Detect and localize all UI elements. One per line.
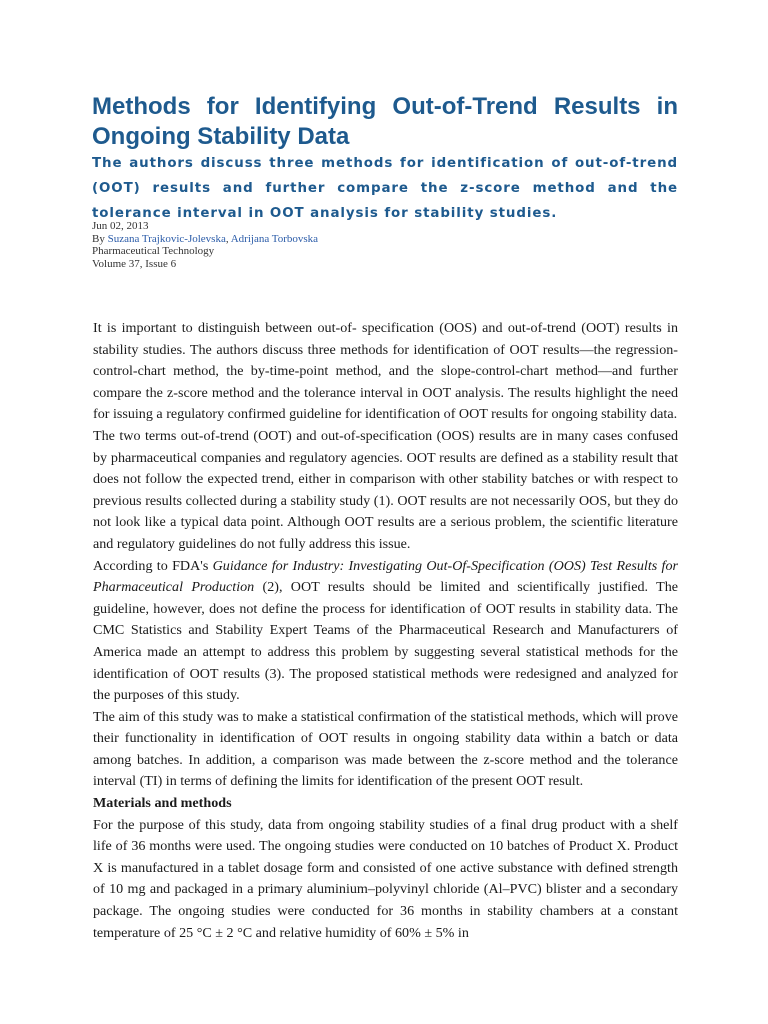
body-paragraph-lead: The two terms out-of-trend (OOT) and out-of-specification (OOS) results are in many cases confused by pharmaceutical companies and regulatory agencies. OOT results are defined as a stability result that does not follow the expected trend, either in comparison with other stability batches or with respect to previous results collected during a stability study (1). OOT results are not necessarily OOS, but they do not look like a typical data point. Although OOT results are a serious problem, the scientific literature and regulatory guidelines do not fully address this issue.: [93, 427, 678, 552]
body-paragraph: [93, 426, 678, 556]
author-separator: ,: [225, 232, 231, 245]
article-meta: [92, 220, 492, 270]
volume-issue: Volume 37, Issue 6: [92, 257, 177, 270]
paragraph-text: According to FDA's: [93, 557, 213, 574]
byline: [92, 233, 492, 246]
article-deck: The authors discuss three methods for identification of out-of-trend (OOT) results and further compare the z-score method and the tolerance interval in OOT analysis for stability studies.: [92, 156, 678, 221]
body-paragraph: It is important to distinguish between out-of- specification (OOS) and out-of-trend (OOT) results in stability studies. The authors discuss three methods for identification of OOT results—the regression-control-chart method, the by-time-point method, and the slope-control-chart method—and further compare the z-score method and the tolerance interval in OOT analysis. The results highlight the need for issuing a regulatory confirmed guideline for identification of OOT results for ongoing stability data.: [93, 320, 678, 423]
byline-prefix: By: [92, 232, 108, 245]
paragraph-text: (2), OOT results should be limited and scientifically justified. The guideline, however, does not define the process for identification of OOT results in stability data. The CMC Statistics and Stability Expert Teams of the Pharmaceutical Research and Manufacturers of America made an attempt to address this problem by suggesting several statistical methods for the identification of OOT results (3). The proposed statistical methods were redesigned and analyzed for the purposes of this study.: [93, 579, 678, 704]
author-link[interactable]: Suzana Trajkovic-Jolevska: [107, 232, 226, 245]
article-body: [93, 318, 678, 944]
body-paragraph: The aim of this study was to make a statistical confirmation of the statistical methods, which will prove their functionality in identification of OOT results in ongoing stability data within a batch or data among batches. In addition, a comparison was made between the z-score method and the tolerance interval (TI) in terms of defining the limits for identification of the present OOT result.: [93, 708, 678, 790]
section-heading: Materials and methods: [93, 795, 232, 812]
body-paragraph: [93, 556, 678, 707]
article-title: Methods for Identifying Out-of-Trend Results in Ongoing Stability Data: [92, 93, 678, 150]
author-link[interactable]: Adrijana Torbovska: [230, 232, 319, 245]
publish-date: Jun 02, 2013: [92, 220, 149, 232]
publication-name: Pharmaceutical Technology: [92, 245, 215, 257]
body-paragraph: For the purpose of this study, data from ongoing stability studies of a final drug product with a shelf life of 36 months were used. The ongoing studies were conducted on 10 batches of Product X. Product X is manufactured in a tablet dosage form and consisted of one active substance with defined strength of 10 mg and packaged in a primary aluminium–polyvinyl chloride (Al–PVC) blister and a secondary package. The ongoing studies were conducted for 36 months in stability chambers at a constant temperature of 25 °C ± 2 °C and relative humidity of 60% ± 5% in: [93, 816, 678, 941]
guidance-title: Guidance for Industry: Investigating Out-Of-Specification (OOS) Test Results for Pharmaceutical Production: [93, 557, 678, 596]
